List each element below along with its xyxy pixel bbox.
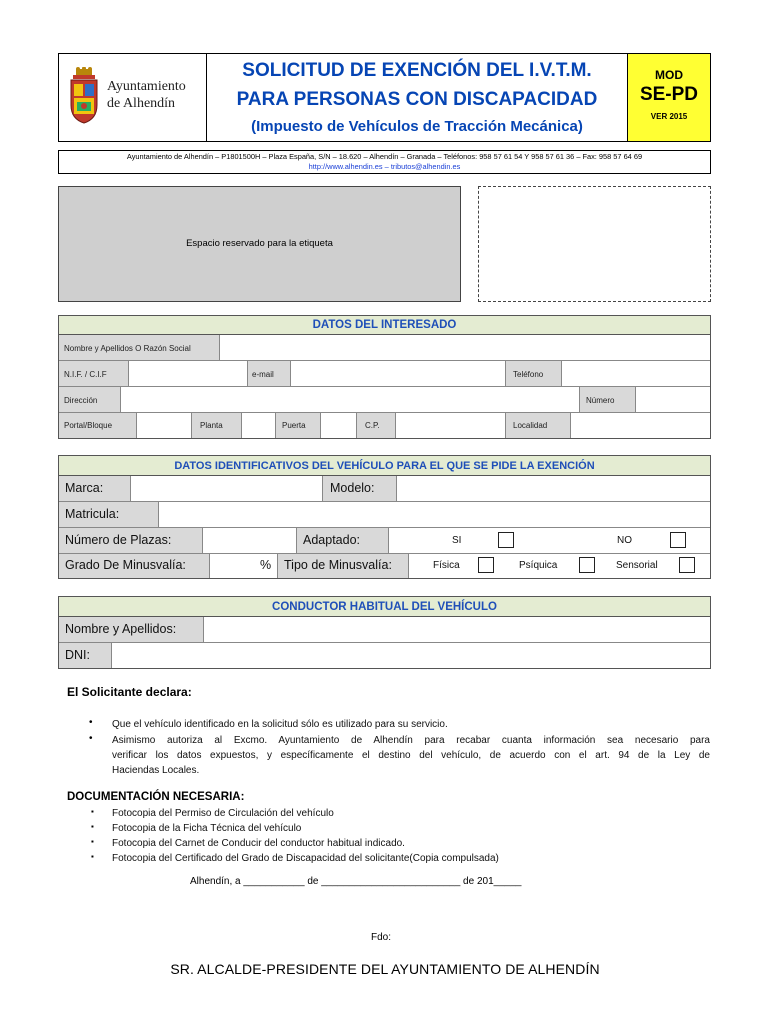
conductor-dni-input[interactable] — [112, 643, 710, 668]
ayuntamiento-line1: Ayuntamiento — [107, 79, 186, 94]
conductor-nombre-input[interactable] — [204, 617, 710, 643]
mod-label: MOD — [655, 68, 683, 82]
website-link[interactable]: http://www.alhendin.es — [308, 162, 383, 171]
nif-input[interactable] — [129, 361, 248, 387]
ayuntamiento-line2: de Alhendín — [107, 96, 176, 111]
declaration-item-2 — [112, 733, 710, 778]
logo-cell — [59, 54, 207, 141]
telefono-label: Teléfono — [513, 370, 544, 379]
percent-sign: % — [260, 558, 272, 572]
psiquica-label: Psíquica — [519, 560, 558, 571]
sensorial-label: Sensorial — [616, 560, 658, 571]
conductor-nombre-label-cell — [59, 617, 204, 643]
adaptado-options — [389, 528, 710, 554]
form-header — [58, 53, 711, 142]
matricula-label-cell — [59, 502, 159, 528]
coat-of-arms-icon — [67, 67, 101, 125]
modelo-input[interactable] — [397, 476, 710, 502]
title-line3: (Impuesto de Vehículos de Tracción Mecánica) — [251, 118, 583, 135]
doc-item-3: Fotocopia del Carnet de Conducir del conductor habitual indicado. — [112, 838, 405, 849]
title-line2: PARA PERSONAS CON DISCAPACIDAD — [236, 89, 598, 110]
direccion-label: Dirección — [64, 396, 98, 405]
tipo-label-cell — [278, 554, 409, 578]
doc-bullet: ▪ — [91, 807, 94, 816]
numero-label-cell — [580, 387, 636, 413]
adaptado-label-cell — [297, 528, 389, 554]
telefono-input[interactable] — [562, 361, 710, 387]
recipient: SR. ALCALDE-PRESIDENTE DEL AYUNTAMIENTO DE ALHENDÍN — [170, 961, 600, 977]
date-line[interactable]: Alhendín, a ___________ de _________________________ de 201_____ — [190, 876, 522, 887]
adaptado-no-label: NO — [617, 535, 632, 546]
cp-label: C.P. — [365, 421, 380, 430]
adaptado-no-checkbox[interactable] — [670, 532, 686, 548]
section-interesado-title: DATOS DEL INTERESADO — [59, 316, 710, 335]
address-bar — [58, 150, 711, 174]
email-link[interactable]: tributos@alhendin.es — [390, 162, 461, 171]
adaptado-label: Adaptado: — [303, 533, 360, 547]
marca-label: Marca: — [65, 481, 104, 495]
puerta-input[interactable] — [321, 413, 357, 438]
localidad-input[interactable] — [571, 413, 710, 438]
conductor-dni-label: DNI: — [65, 648, 90, 662]
marca-input[interactable] — [131, 476, 323, 502]
email-input[interactable] — [291, 361, 506, 387]
cp-label-cell — [357, 413, 396, 438]
label-reserved-text: Espacio reservado para la etiqueta — [186, 238, 333, 249]
puerta-label-cell — [276, 413, 321, 438]
ayuntamiento-name — [107, 78, 186, 112]
mod-code: SE-PD — [639, 84, 699, 105]
sensorial-checkbox[interactable] — [679, 557, 695, 573]
cp-input[interactable] — [396, 413, 506, 438]
declaration-title: El Solicitante declara: — [67, 685, 192, 699]
doc-bullet: ▪ — [91, 837, 94, 846]
form-title — [207, 54, 627, 141]
localidad-label: Localidad — [513, 421, 548, 430]
nombre-label: Nombre y Apellidos O Razón Social — [64, 344, 191, 353]
nombre-input[interactable] — [220, 335, 710, 361]
plazas-label-cell — [59, 528, 203, 554]
section-conductor — [58, 596, 711, 669]
modelo-label: Modelo: — [330, 481, 375, 495]
puerta-label: Puerta — [282, 421, 306, 430]
nif-label-cell — [59, 361, 129, 387]
section-interesado — [58, 315, 711, 439]
email-label-cell — [248, 361, 291, 387]
modelo-label-cell — [323, 476, 397, 502]
tipo-options — [409, 554, 710, 578]
portal-label: Portal/Bloque — [64, 421, 113, 430]
plazas-input[interactable] — [203, 528, 297, 554]
address-links — [59, 162, 710, 172]
fisica-label: Física — [433, 560, 460, 571]
planta-label: Planta — [200, 421, 223, 430]
portal-input[interactable] — [137, 413, 192, 438]
declaration-bullet: • — [89, 733, 93, 744]
nombre-label-cell — [59, 335, 220, 361]
section-conductor-title: CONDUCTOR HABITUAL DEL VEHÍCULO — [59, 597, 710, 617]
localidad-label-cell — [506, 413, 571, 438]
grado-label: Grado De Minusvalía: — [65, 558, 186, 572]
declaration-item-2-line1: Asimismo autoriza al Excmo. Ayuntamiento de Alhendín para recabar cuanta información sea necesario para — [112, 735, 710, 746]
direccion-input[interactable] — [121, 387, 580, 413]
doc-bullet: ▪ — [91, 852, 94, 861]
marca-label-cell — [59, 476, 131, 502]
doc-item-1: Fotocopia del Permiso de Circulación del vehículo — [112, 808, 334, 819]
numero-input[interactable] — [636, 387, 710, 413]
planta-label-cell — [192, 413, 242, 438]
doc-item-2: Fotocopia de la Ficha Técnica del vehículo — [112, 823, 302, 834]
portal-label-cell — [59, 413, 137, 438]
doc-bullet: ▪ — [91, 822, 94, 831]
nif-label: N.I.F. / C.I.F — [64, 370, 107, 379]
doc-item-4: Fotocopia del Certificado del Grado de Discapacidad del solicitante(Copia compulsada) — [112, 853, 499, 864]
conductor-nombre-label: Nombre y Apellidos: — [65, 622, 177, 636]
planta-input[interactable] — [242, 413, 276, 438]
address-line: Ayuntamiento de Alhendín – P1801500H – Plaza España, S/N – 18.620 – Alhendín – Granada – Teléfonos: 958 57 61 54 Y 958 57 61 36 – Fax: 958 57 64 69 — [126, 152, 643, 161]
tipo-label: Tipo de Minusvalía: — [284, 558, 392, 572]
declaration-item-1: Que el vehículo identificado en la solicitud sólo es utilizado para su servicio. — [112, 719, 448, 730]
section-vehiculo-title: DATOS IDENTIFICATIVOS DEL VEHÍCULO PARA EL QUE SE PIDE LA EXENCIÓN — [59, 456, 710, 476]
label-reserved-area — [58, 186, 461, 302]
matricula-input[interactable] — [159, 502, 710, 528]
psiquica-checkbox[interactable] — [579, 557, 595, 573]
declaration-bullet: • — [89, 717, 93, 728]
section-vehiculo — [58, 455, 711, 579]
grado-input[interactable] — [210, 554, 278, 578]
conductor-dni-label-cell — [59, 643, 112, 668]
direccion-label-cell — [59, 387, 121, 413]
title-line1: SOLICITUD DE EXENCIÓN DEL I.V.T.M. — [242, 60, 592, 81]
documentation-title: DOCUMENTACIÓN NECESARIA: — [67, 791, 245, 803]
signature-label: Fdo: — [371, 932, 392, 943]
fisica-checkbox[interactable] — [478, 557, 494, 573]
registry-stamp-area — [478, 186, 711, 302]
numero-label: Número — [586, 396, 615, 405]
declaration-item-2-line2: verificar los datos expuestos, y específicamente el destino del vehículo, de acuerdo con el art. 94 de la Ley de — [112, 750, 710, 761]
model-code-box — [627, 54, 710, 141]
mod-version: VER 2015 — [650, 112, 688, 121]
adaptado-si-checkbox[interactable] — [498, 532, 514, 548]
telefono-label-cell — [506, 361, 562, 387]
link-separator: – — [382, 162, 391, 171]
declaration-item-2-line3: Haciendas Locales. — [112, 765, 200, 776]
matricula-label: Matricula: — [65, 507, 120, 521]
grado-label-cell — [59, 554, 210, 578]
adaptado-si-label: SI — [452, 535, 462, 546]
plazas-label: Número de Plazas: — [65, 533, 172, 547]
email-label: e-mail — [252, 370, 274, 379]
